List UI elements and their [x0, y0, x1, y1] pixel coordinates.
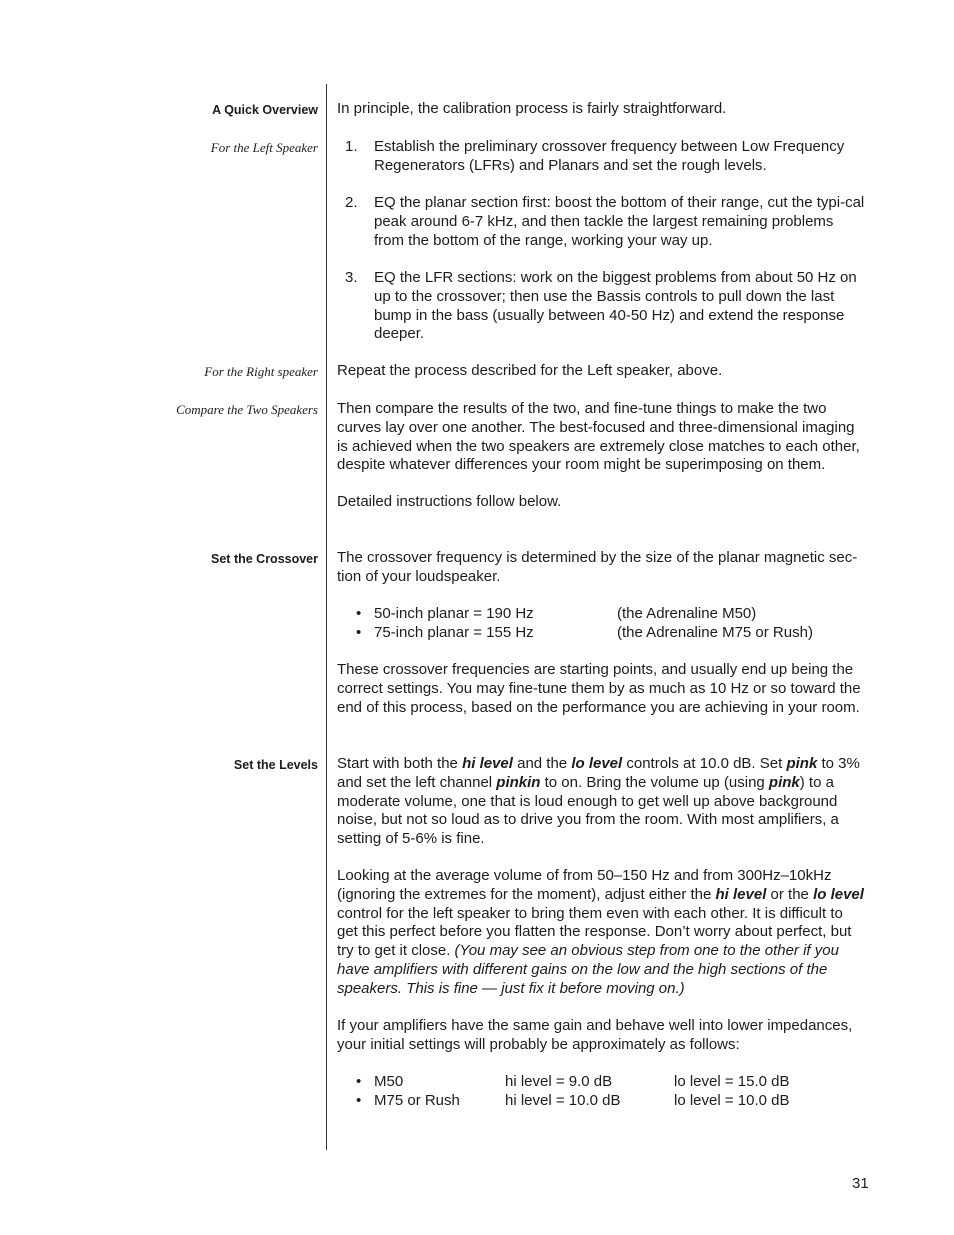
text-run: or the	[766, 885, 814, 903]
bullet-dot: •	[356, 1073, 362, 1090]
pinkin-term: pinkin	[496, 773, 541, 791]
bullet-note: (the Adrenaline M50)	[617, 605, 757, 622]
step-1	[337, 138, 867, 176]
setting-lo: lo level = 10.0 dB	[674, 1092, 790, 1109]
text-run: Start with both the	[337, 755, 463, 772]
hi-level-term: hi level	[715, 885, 767, 903]
settings-bullet	[337, 1092, 867, 1111]
lo-level-term: lo level	[813, 885, 864, 903]
setting-hi: hi level = 9.0 dB	[505, 1073, 613, 1090]
bullet-item: 50-inch planar = 190 Hz	[374, 605, 534, 622]
text-run: Looking at the average volume of from 50–150 Hz and from 300Hz–10kHz (ignoring the extremes for the moment), adjust either the	[337, 867, 832, 903]
step-2	[337, 194, 867, 250]
crossover-intro: The crossover frequency is determined by the size of the planar magnetic sec-tion of your loudspeaker.	[337, 549, 858, 585]
crossover-outro: These crossover frequencies are starting points, and usually end up being the correct settings. You may fine-tune them by as much as 10 Hz or so toward the end of this process, based on the performance you are achieving in your room.	[337, 661, 861, 716]
bullet-dot: •	[356, 605, 362, 622]
bullet-note: (the Adrenaline M75 or Rush)	[617, 624, 813, 641]
overview-intro: In principle, the calibration process is fairly straightforward.	[337, 100, 727, 117]
text-run: to on. Bring the volume up (using	[540, 773, 769, 791]
subheading-compare: Compare the Two Speakers	[176, 402, 318, 417]
heading-set-levels: Set the Levels	[233, 758, 318, 772]
setting-model: M75 or Rush	[374, 1092, 460, 1109]
lo-level-term: lo level	[571, 755, 623, 772]
setting-hi: hi level = 10.0 dB	[505, 1092, 621, 1109]
heading-set-crossover: Set the Crossover	[211, 552, 318, 566]
pink-term: pink	[786, 755, 818, 772]
setting-lo: lo level = 15.0 dB	[674, 1073, 790, 1090]
setting-model: M50	[374, 1073, 404, 1090]
levels-paragraph-3: If your amplifiers have the same gain and behave well into lower impedances, your initial settings will probably be approximately as follows:	[337, 1017, 853, 1053]
text-run: control for the left speaker to bring them even with each other. It is difficult to get this perfect before you flatten the response. Don’t worry about perfect, but try to get it close.	[337, 904, 852, 960]
compare-text: Then compare the results of the two, and fine-tune things to make the two curves lay over one another. The best-focused and three-dimensional imaging is achieved when the two speakers are extremely close matches to each other, despite whatever differences your room might be superimposing on them.	[337, 400, 860, 474]
levels-paragraph-2	[337, 867, 867, 999]
step-number: 2.	[345, 194, 358, 211]
step-3	[337, 269, 867, 344]
text-run: controls at 10.0 dB. Set	[622, 755, 787, 772]
text-run: ) to a moderate volume, one that is loud enough to get well up above background noise, but not so loud as to drive you from the room. With most amplifiers, a setting of 5-6% is fine.	[337, 773, 839, 848]
pink-term: pink	[768, 773, 800, 791]
step-text: EQ the planar section first: boost the bottom of their range, cut the typi-cal peak around 6-7 kHz, and then tackle the largest remaining problems from the bottom of the range, working your way up.	[374, 194, 865, 249]
right-speaker-text: Repeat the process described for the Left speaker, above.	[337, 362, 723, 379]
step-text: Establish the preliminary crossover frequency between Low Frequency Regenerators (LFRs) and Planars and set the rough levels.	[374, 138, 845, 174]
follow-text: Detailed instructions follow below.	[337, 493, 562, 510]
text-run: and the	[512, 755, 572, 772]
page-number: 31	[852, 1175, 869, 1192]
crossover-bullet	[337, 605, 867, 624]
text-run: to 3% and set the left channel	[337, 755, 860, 791]
step-text: EQ the LFR sections: work on the biggest problems from about 50 Hz on up to the crossover; then use the Bassis controls to pull down the last bump in the bass (usually between 40-50 Hz) and extend the response deeper.	[374, 269, 857, 343]
levels-paragraph-1	[337, 755, 867, 849]
italic-note: (You may see an obvious step from one to the other if you have amplifiers with different gains on the low and the high sections of the speakers. This is fine — just fix it before moving on.)	[337, 942, 839, 997]
heading-quick-overview: A Quick Overview	[212, 103, 318, 117]
bullet-item: 75-inch planar = 155 Hz	[374, 624, 534, 641]
margin-rule	[326, 84, 327, 1150]
bullet-dot: •	[356, 1092, 362, 1109]
subheading-right-speaker: For the Right speaker	[204, 364, 318, 379]
subheading-left-speaker: For the Left Speaker	[210, 140, 318, 155]
hi-level-term: hi level	[462, 755, 513, 772]
settings-bullet	[337, 1073, 867, 1092]
crossover-bullet	[337, 624, 867, 643]
step-number: 1.	[345, 138, 358, 155]
step-number: 3.	[345, 269, 358, 286]
bullet-dot: •	[356, 624, 362, 641]
